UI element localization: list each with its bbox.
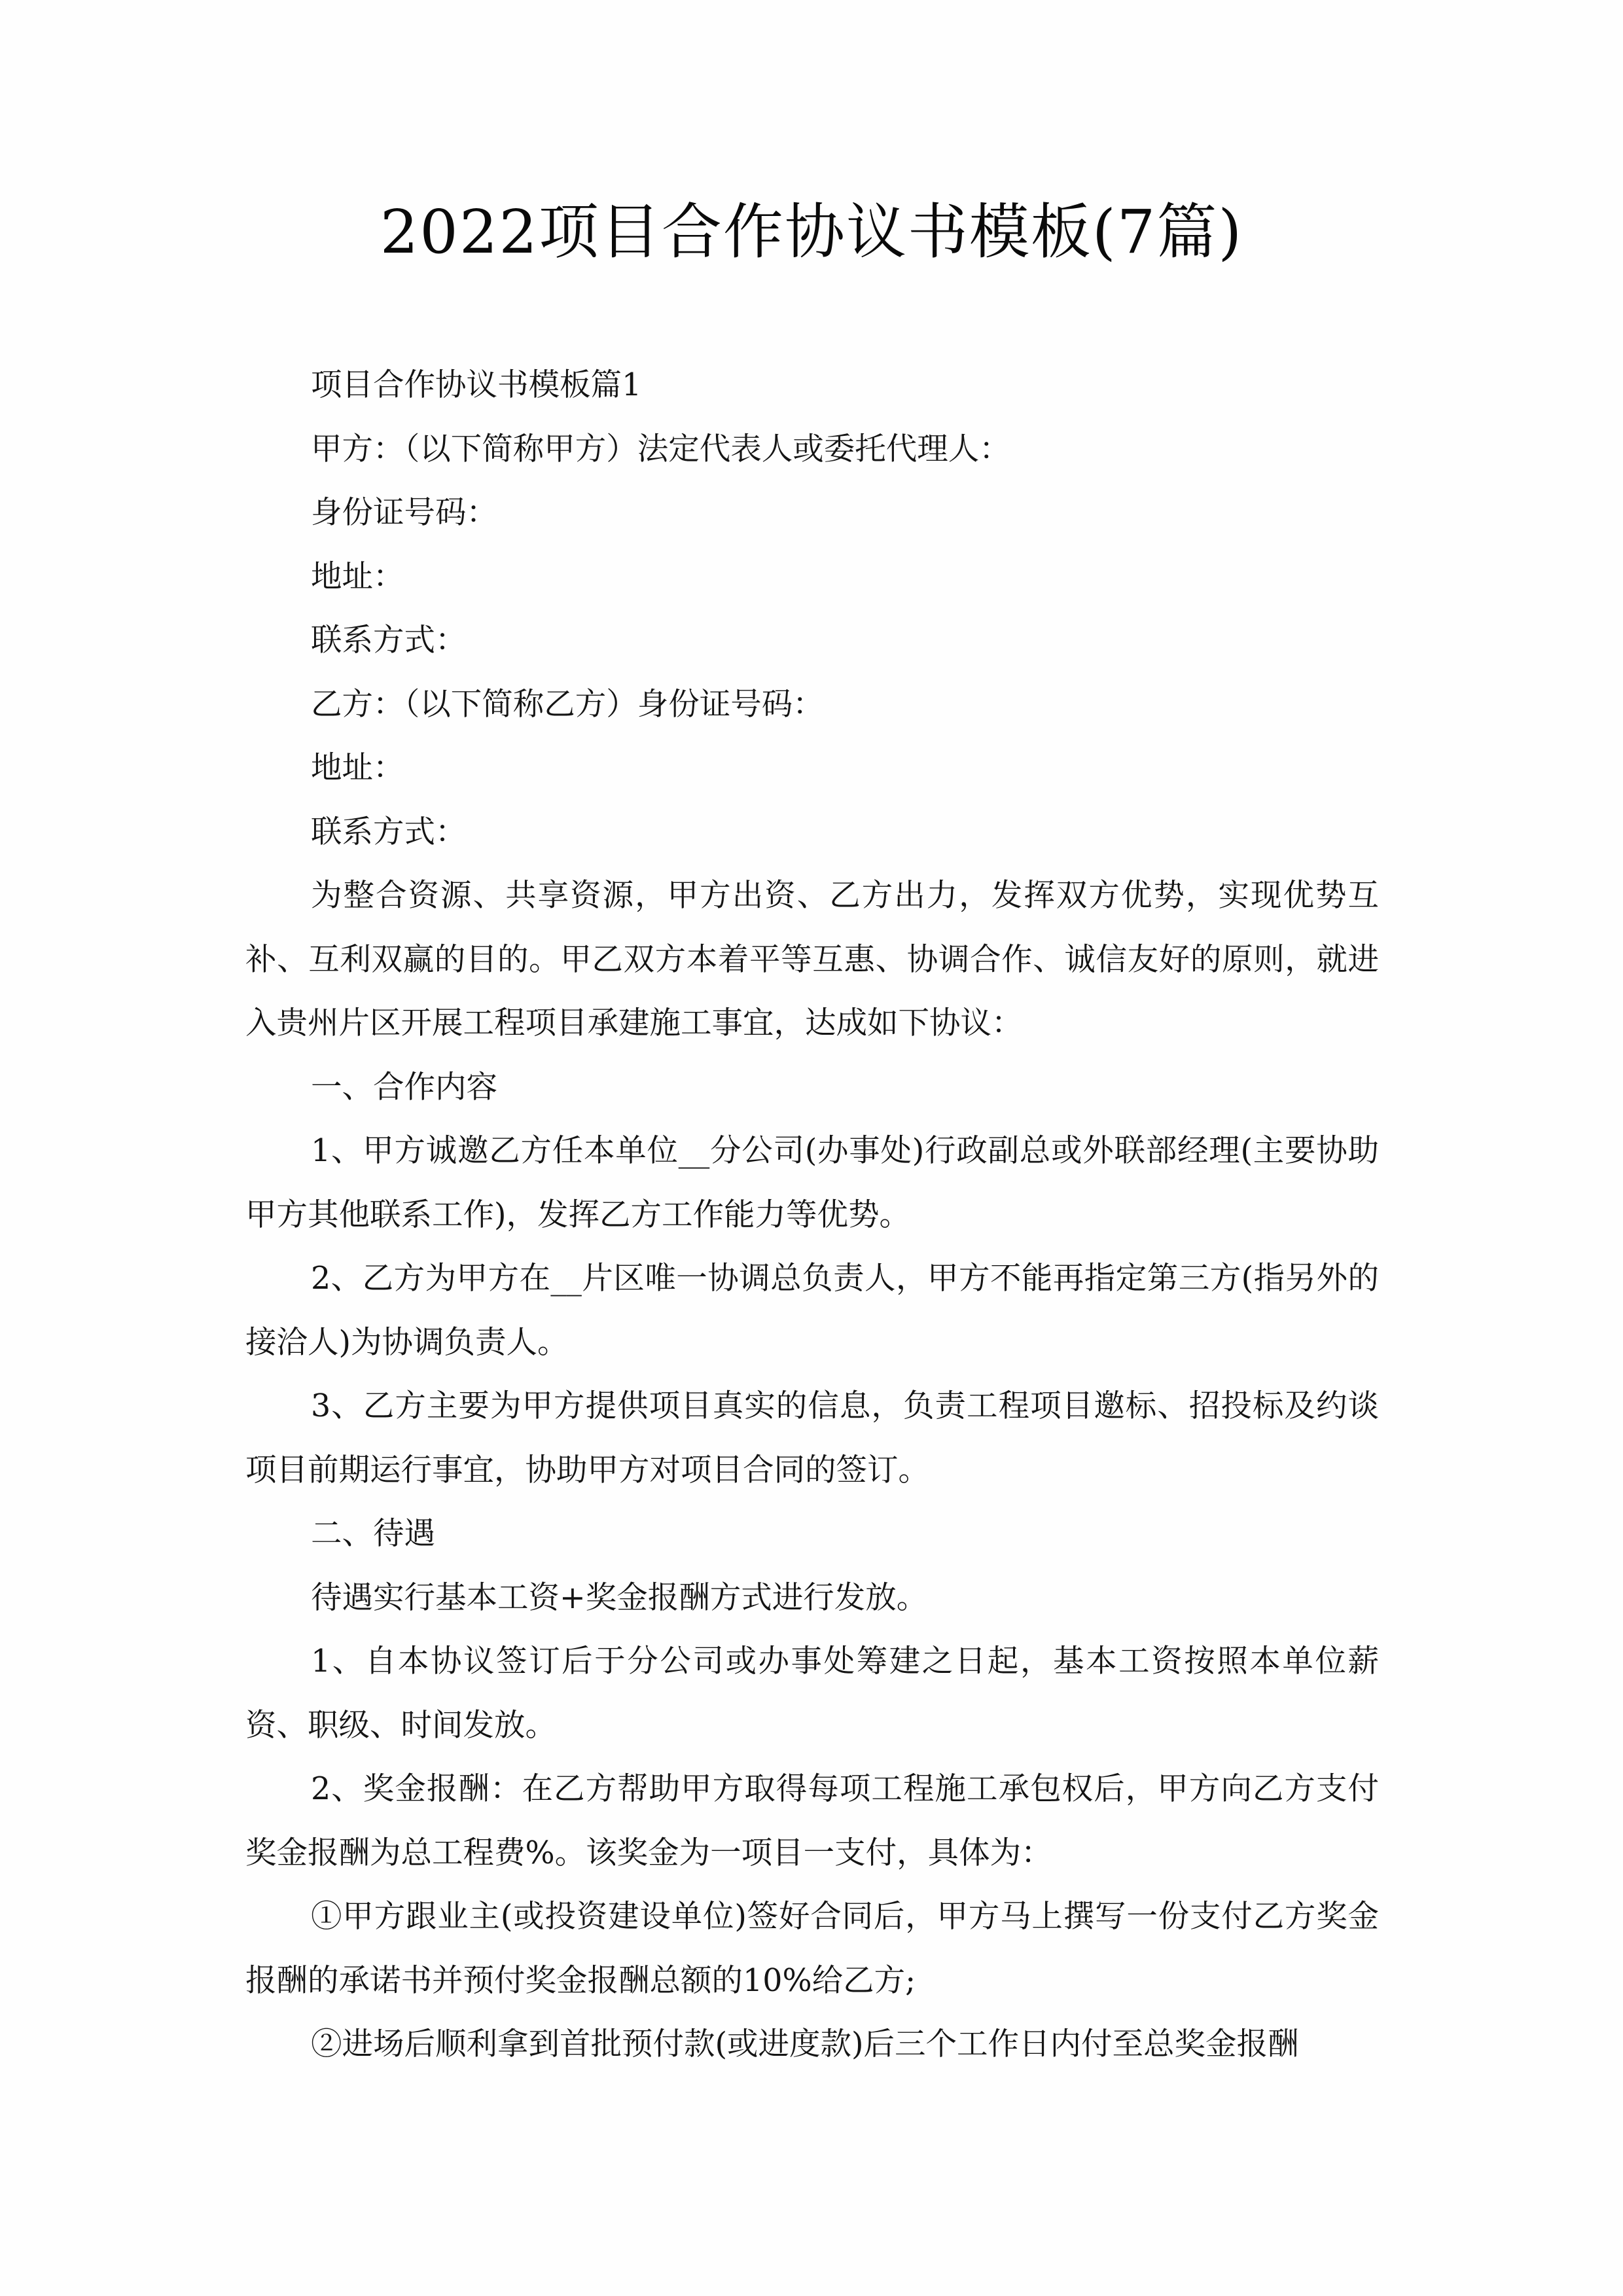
section-heading-cooperation: 一、合作内容 (311, 1069, 497, 1105)
party-a-id-number: 身份证号码： (311, 495, 497, 531)
cooperation-clause-1: 1、甲方诚邀乙方任本单位__分公司(办事处)行政副总或外联部经理(主要协助甲方其他联系工作)，发挥乙方工作能力等优势。 (245, 1133, 1379, 1233)
party-a-contact: 联系方式： (311, 622, 467, 658)
bonus-item-2: ②进场后顺利拿到首批预付款(或进度款)后三个工作日内付至总奖金报酬 (311, 2026, 1299, 2062)
cooperation-clause-3: 3、乙方主要为甲方提供项目真实的信息，负责工程项目邀标、招投标及约谈项目前期运行事宜，协助甲方对项目合同的签订。 (245, 1388, 1379, 1488)
section-heading-part-1: 项目合作协议书模板篇1 (311, 367, 642, 403)
party-b-contact: 联系方式： (311, 814, 467, 850)
document-title: 2022项目合作协议书模板(7篇) (380, 197, 1243, 267)
bonus-item-1: ①甲方跟业主(或投资建设单位)签好合同后，甲方马上撰写一份支付乙方奖金报酬的承诺书并预付奖金报酬总额的10%给乙方; (245, 1899, 1379, 1999)
party-b-line: 乙方：（以下简称乙方）身份证号码： (311, 686, 824, 723)
preamble-paragraph: 为整合资源、共享资源，甲方出资、乙方出力，发挥双方优势，实现优势互补、互利双赢的目的。甲乙双方本着平等互惠、协调合作、诚信友好的原则，就进入贵州片区开展工程项目承建施工事宜，达成如下协议： (245, 878, 1379, 1041)
compensation-clause-1: 1、自本协议签订后于分公司或办事处筹建之日起，基本工资按照本单位薪资、职级、时间发放。 (245, 1643, 1379, 1744)
section-heading-compensation: 二、待遇 (311, 1516, 435, 1552)
cooperation-clause-2: 2、乙方为甲方在__片区唯一协调总负责人，甲方不能再指定第三方(指另外的接洽人)为协调负责人。 (245, 1261, 1379, 1361)
compensation-intro: 待遇实行基本工资+奖金报酬方式进行发放。 (311, 1579, 928, 1616)
compensation-clause-2: 2、奖金报酬：在乙方帮助甲方取得每项工程施工承包权后，甲方向乙方支付奖金报酬为总工程费%。该奖金为一项目一支付，具体为： (245, 1771, 1379, 1871)
party-a-line: 甲方：（以下简称甲方）法定代表人或委托代理人： (311, 431, 1010, 467)
document-body (245, 353, 1379, 2077)
party-b-address: 地址： (311, 750, 404, 786)
party-a-address: 地址： (311, 558, 404, 595)
